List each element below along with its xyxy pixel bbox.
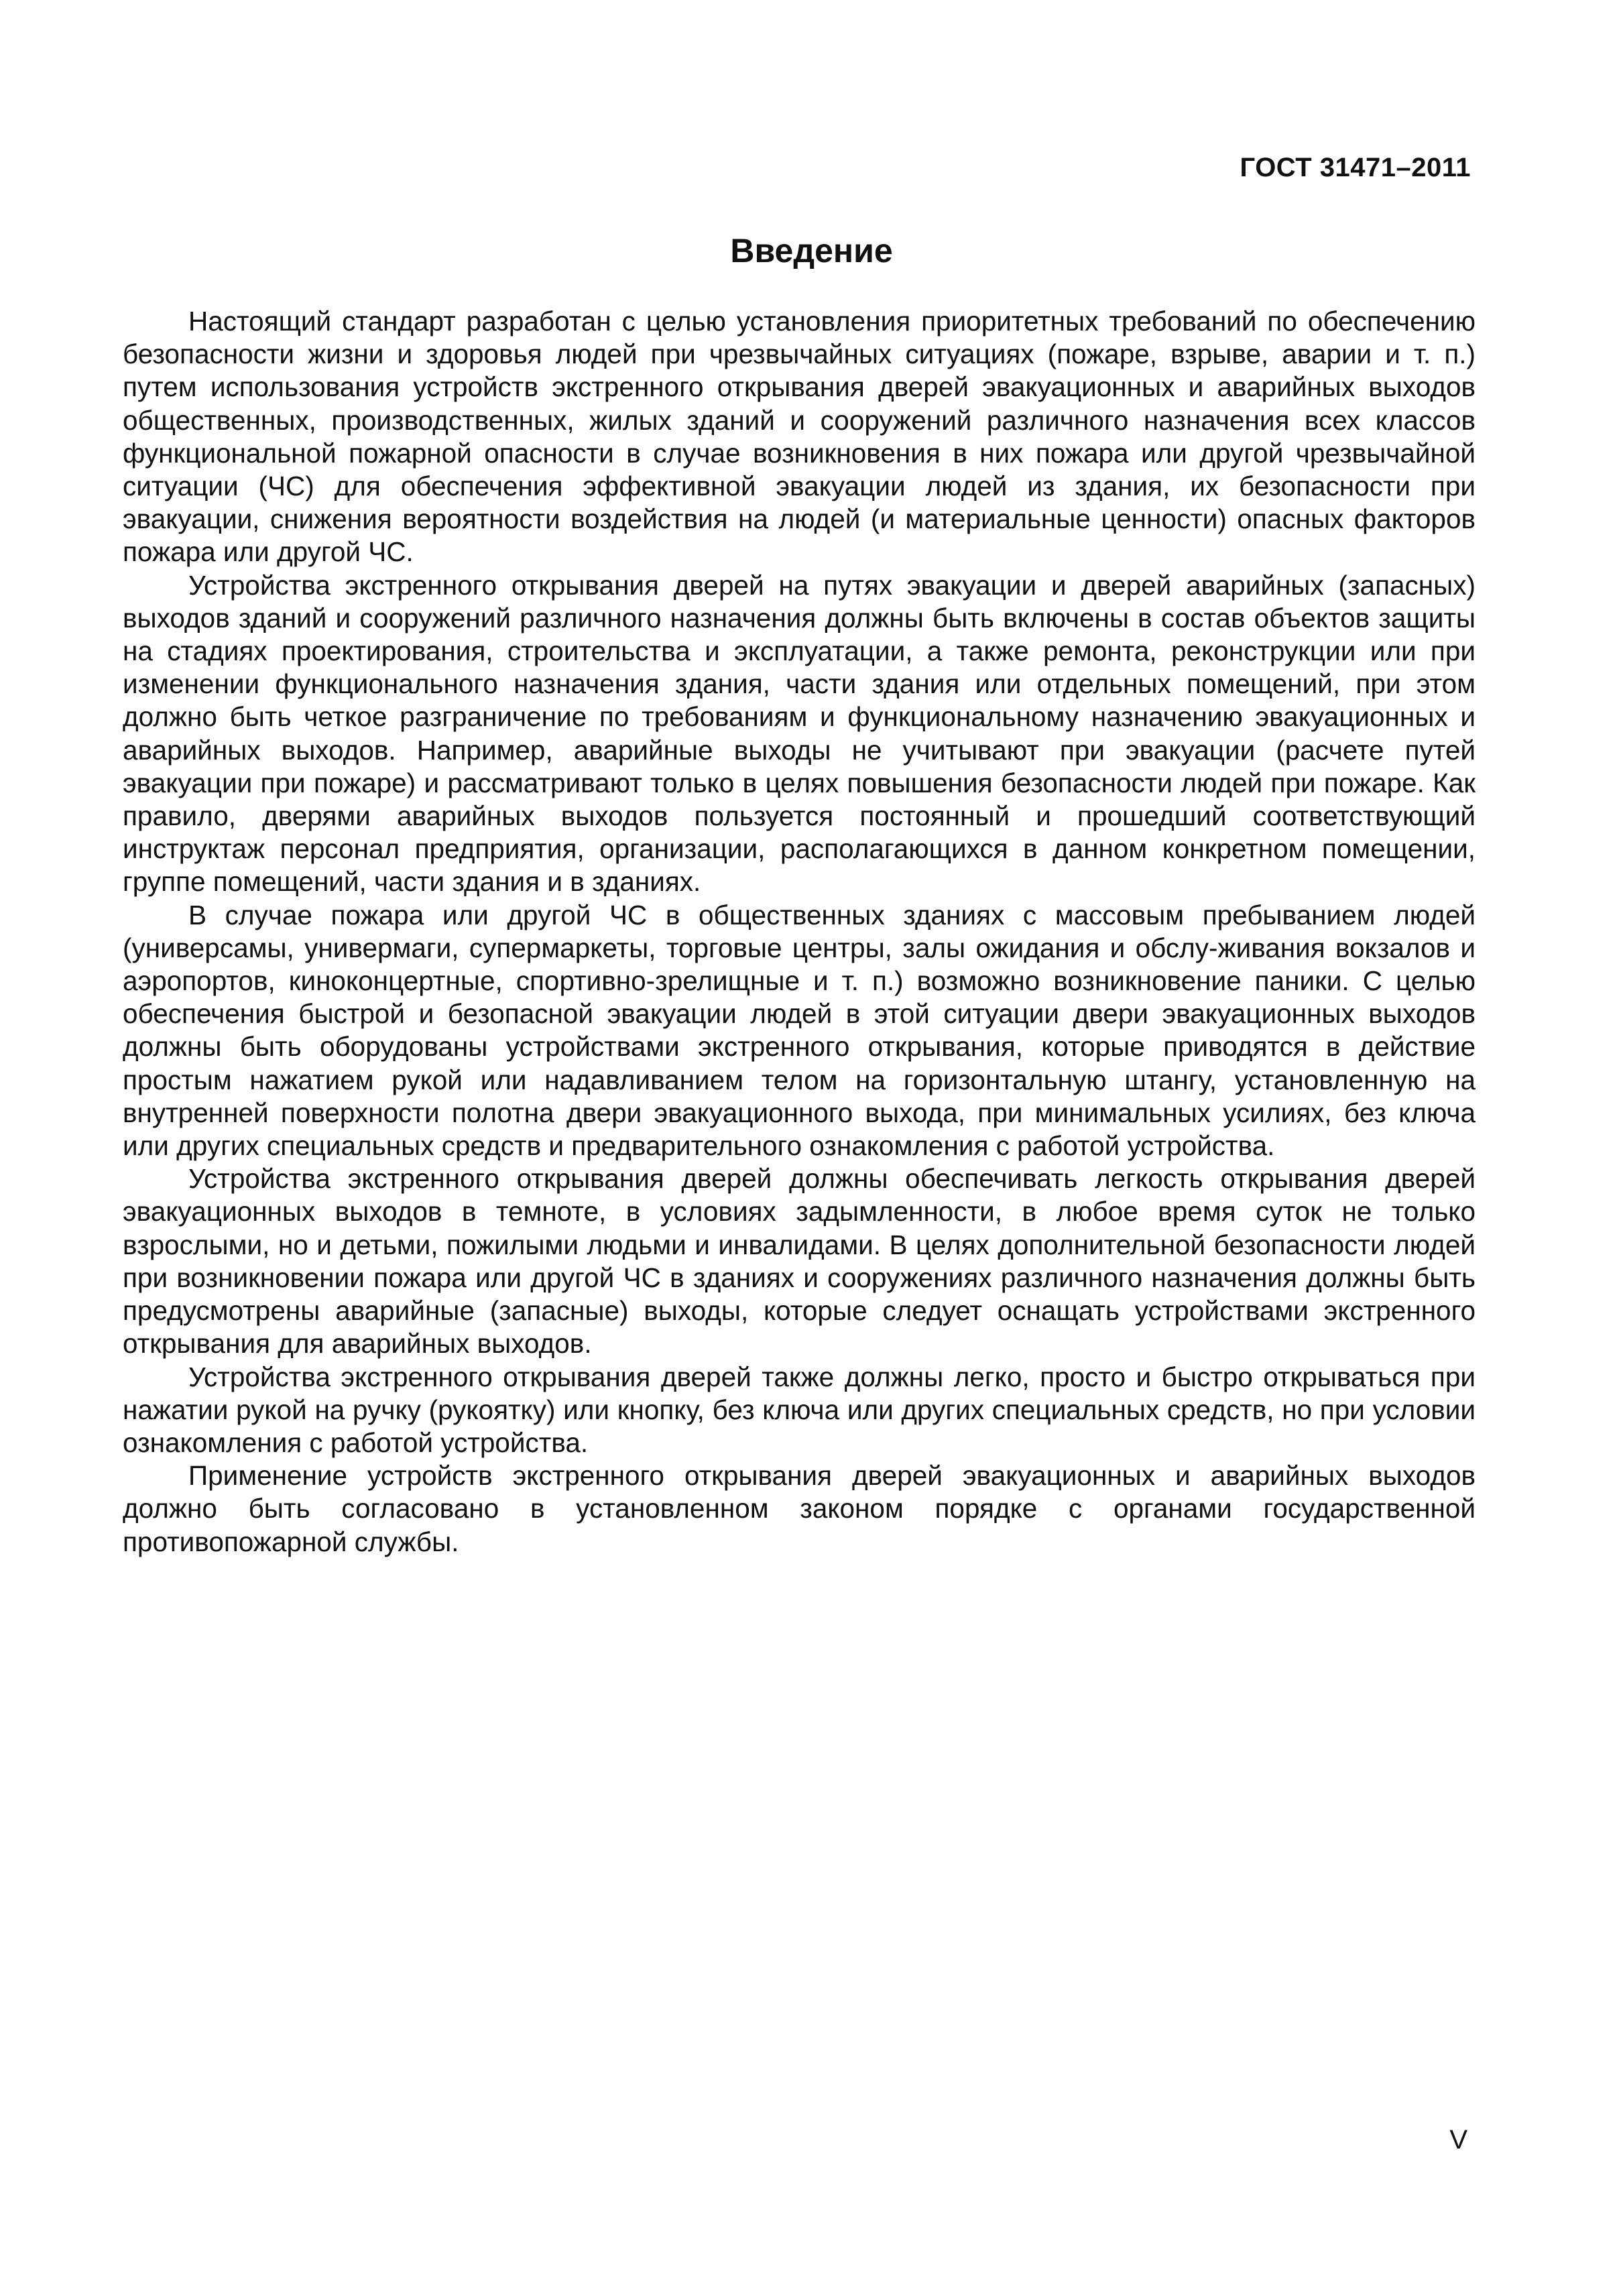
page-title: Введение — [730, 232, 893, 269]
body-text — [123, 305, 1476, 1559]
paragraph: Настоящий стандарт разработан с целью установления приоритетных требований по обеспечению безопасности жизни и здоровья людей при чрезвычайных ситуациях (пожаре, взрыве, аварии и т. п.) путем использования устройств экстренного открывания дверей эвакуационных и аварийных выходов общественных, производственных, жилых зданий и сооружений различного назначения всех классов функциональной пожарной опасности в случае возникновения в них пожара или другой чрезвычайной ситуации (ЧС) для обеспечения эффективной эвакуации людей из здания, их безопасности при эвакуации, снижения вероятности воздействия на людей (и материальные ценности) опасных факторов пожара или другой ЧС. — [123, 306, 1476, 568]
paragraph: В случае пожара или другой ЧС в общественных зданиях с массовым пребыванием людей (универсамы, универмаги, супермаркеты, торговые центры, залы ожидания и обслу-живания вокзалов и аэропортов, киноконцертные, спортивно-зрелищные и т. п.) возможно возникновение паники. С целью обеспечения быстрой и безопасной эвакуации людей в этой ситуации двери эвакуационных выходов должны быть оборудованы устройствами экстренного открывания, которые приводятся в действие простым нажатием рукой или надавливанием телом на горизонтальную штангу, установленную на внутренней поверхности полотна двери эвакуационного выхода, при минимальных усилиях, без ключа или других специальных средств и предварительного ознакомления с работой устройства. — [123, 899, 1476, 1162]
page-number: V — [1449, 2125, 1467, 2155]
paragraph: Устройства экстренного открывания дверей также должны легко, просто и быстро открываться при нажатии рукой на ручку (рукоятку) или кнопку, без ключа или других специальных средств, но при условии ознакомления с работой устройства. — [123, 1361, 1476, 1458]
standard-code: ГОСТ 31471–2011 — [1240, 153, 1471, 182]
paragraph: Применение устройств экстренного открывания дверей эвакуационных и аварийных выходов должно быть согласовано в установленном законом порядке с органами государственной противопожарной службы. — [123, 1460, 1476, 1557]
paragraph: Устройства экстренного открывания дверей должны обеспечивать легкость открывания дверей эвакуационных выходов в темноте, в условиях задымленности, в любое время суток не только взрослыми, но и детьми, пожилыми людьми и инвалидами. В целях дополнительной безопасности людей при возникновении пожара или другой ЧС в зданиях и сооружениях различного назначения должны быть предусмотрены аварийные (запасные) выходы, которые следует оснащать устройствами экстренного открывания для аварийных выходов. — [123, 1163, 1476, 1360]
paragraph: Устройства экстренного открывания дверей на путях эвакуации и дверей аварийных (запасных) выходов зданий и сооружений различного назначения должны быть включены в состав объектов защиты на стадиях проектирования, строительства и эксплуатации, а также ремонта, реконструкции или при изменении функционального назначения здания, части здания или отдельных помещений, при этом должно быть четкое разграничение по требованиям и функциональному назначению эвакуационных и аварийных выходов. Например, аварийные выходы не учитывают при эвакуации (расчете путей эвакуации при пожаре) и рассматривают только в целях повышения безопасности людей при пожаре. Как правило, дверями аварийных выходов пользуется постоянный и прошедший соответствующий инструктаж персонал предприятия, организации, располагающихся в данном конкретном помещении, группе помещений, части здания и в зданиях. — [123, 569, 1476, 898]
